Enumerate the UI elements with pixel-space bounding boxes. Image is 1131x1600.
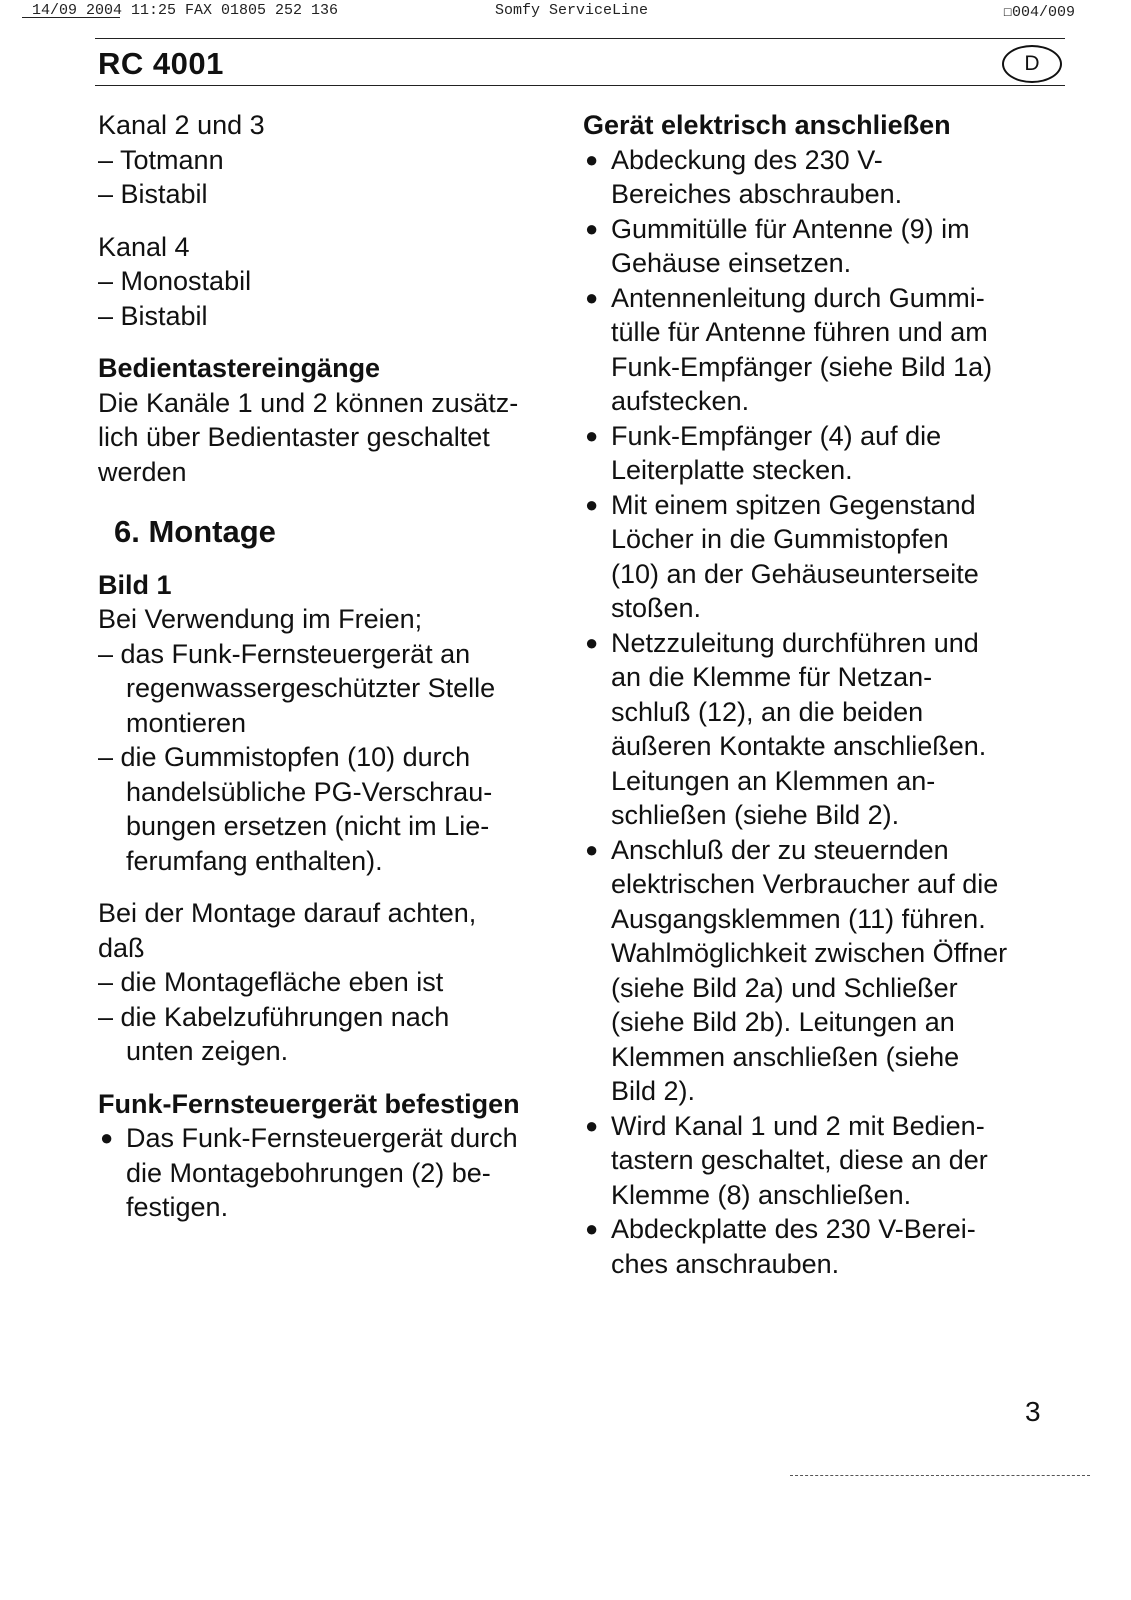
- bullet-line: Bereiches abschrauben.: [611, 179, 903, 209]
- inputs-block: [98, 351, 578, 489]
- right-column: [583, 108, 1077, 1281]
- fasten-block: [98, 1087, 578, 1225]
- list-item-continuation: handelsübliche PG-Verschrau-: [126, 776, 493, 807]
- bullet-line: Abdeckung des 230 V-: [611, 144, 883, 175]
- bullet-line: Abdeckplatte des 230 V-Berei-: [611, 1214, 976, 1244]
- list-item: – die Montagefläche eben ist: [98, 967, 444, 997]
- bullet-icon: ●: [585, 836, 599, 862]
- bullet-line: Gehäuse einsetzen.: [611, 248, 852, 278]
- bullet-line: (10) an der Gehäuseunterseite: [611, 558, 979, 589]
- bullet-line: Antennenleitung durch Gummi-: [611, 282, 985, 313]
- bullet-item: [583, 212, 1077, 281]
- channel-4-block: [98, 230, 578, 334]
- bullet-line: elektrischen Verbraucher auf die: [611, 869, 999, 899]
- bullet-item: [583, 488, 1077, 626]
- document-title: RC 4001: [98, 46, 224, 81]
- bullet-line: Leiterplatte stecken.: [611, 455, 853, 485]
- bullet-line: stoßen.: [611, 593, 702, 623]
- list-item-continuation: ferumfang enthalten).: [126, 845, 383, 876]
- header-rule-top: [95, 38, 1065, 39]
- bullet-item: [583, 1212, 1077, 1281]
- bullet-line: Ausgangsklemmen (11) führen.: [611, 903, 986, 934]
- list-item: – Bistabil: [98, 179, 208, 209]
- footer-rule: [790, 1475, 1090, 1476]
- paragraph-line: Bei der Montage darauf achten,: [98, 898, 477, 928]
- bullet-line: Bild 2).: [611, 1076, 696, 1106]
- header-rule-bottom: [95, 85, 1065, 86]
- list-item: – Totmann: [98, 144, 224, 175]
- electrical-bullet-list: [583, 143, 1077, 1282]
- bullet-line: Das Funk-Fernsteuergerät durch: [126, 1123, 518, 1153]
- bullet-line: ches anschrauben.: [611, 1248, 840, 1279]
- bullet-line: tülle für Antenne führen und am: [611, 317, 988, 347]
- bullet-icon: ●: [585, 146, 599, 172]
- list-item-continuation: bungen ersetzen (nicht im Lie-: [126, 811, 490, 841]
- paragraph-line: daß: [98, 932, 145, 963]
- bullet-icon: ●: [585, 1216, 599, 1241]
- bullet-line: Funk-Empfänger (4) auf die: [611, 420, 942, 451]
- bullet-icon: ●: [585, 422, 599, 448]
- fax-header-right: ☐004/009: [1002, 4, 1075, 21]
- bullet-line: an die Klemme für Netzan-: [611, 662, 933, 692]
- fax-header: [0, 0, 1131, 24]
- paragraph-line: lich über Bedientaster geschaltet: [98, 422, 490, 452]
- bullet-line: Wahlmöglichkeit zwischen Öffner: [611, 938, 1008, 968]
- bullet-icon: ●: [585, 491, 599, 517]
- fax-header-center: Somfy ServiceLine: [495, 2, 649, 19]
- bullet-item: [583, 833, 1077, 1109]
- bullet-line: Wird Kanal 1 und 2 mit Bedien-: [611, 1110, 985, 1141]
- bullet-icon: ●: [585, 629, 599, 655]
- bullet-line: Mit einem spitzen Gegenstand: [611, 489, 976, 520]
- electrical-heading: Gerät elektrisch anschließen: [583, 110, 951, 140]
- bullet-line: Gummitülle für Antenne (9) im: [611, 213, 970, 244]
- page-number: 3: [1025, 1396, 1041, 1427]
- bullet-line: aufstecken.: [611, 386, 750, 416]
- bullet-icon: ●: [585, 284, 599, 310]
- bild1-heading: Bild 1: [98, 569, 172, 600]
- bullet-line: schließen (siehe Bild 2).: [611, 800, 900, 830]
- bullet-item: [583, 419, 1077, 488]
- paragraph-line: Die Kanäle 1 und 2 können zusätz-: [98, 387, 519, 418]
- bullet-item: [583, 1109, 1077, 1213]
- left-column: [98, 108, 578, 1225]
- list-item: – das Funk-Fernsteuergerät an: [98, 638, 471, 669]
- bullet-line: Anschluß der zu steuernden: [611, 834, 949, 865]
- list-item: – die Gummistopfen (10) durch: [98, 742, 471, 772]
- attention-block: [98, 896, 578, 1069]
- bild1-intro: Bei Verwendung im Freien;: [98, 604, 423, 634]
- bullet-line: Netzzuleitung durchführen und: [611, 627, 979, 658]
- bullet-icon: ●: [585, 1112, 599, 1138]
- inputs-heading: Bedientastereingänge: [98, 353, 381, 383]
- channel-2-3-block: [98, 108, 578, 212]
- bullet-line: Löcher in die Gummistopfen: [611, 524, 949, 554]
- list-item-continuation: regenwassergeschützter Stelle: [126, 673, 496, 703]
- bullet-item: [583, 626, 1077, 833]
- channel-4-title: Kanal 4: [98, 231, 190, 262]
- fasten-heading: Funk-Fernsteuergerät befestigen: [98, 1088, 520, 1119]
- bullet-line: schluß (12), an die beiden: [611, 696, 924, 727]
- fax-header-left: 14/09 2004 11:25 FAX 01805 252 136: [32, 2, 339, 19]
- bild1-block: [98, 568, 578, 879]
- bullet-line: (siehe Bild 2a) und Schließer: [611, 972, 958, 1003]
- bullet-line: die Montagebohrungen (2) be-: [126, 1157, 491, 1188]
- bullet-line: (siehe Bild 2b). Leitungen an: [611, 1007, 955, 1037]
- paragraph-line: werden: [98, 456, 187, 487]
- list-item-continuation: montieren: [126, 707, 247, 738]
- section-title-montage: 6. Montage: [114, 514, 276, 549]
- bullet-icon: ●: [100, 1125, 114, 1150]
- bullet-line: Klemmen anschließen (siehe: [611, 1041, 960, 1072]
- bullet-line: Funk-Empfänger (siehe Bild 1a): [611, 351, 993, 382]
- language-badge: D: [1002, 45, 1062, 83]
- bullet-line: festigen.: [126, 1192, 229, 1222]
- bullet-item: [98, 1121, 578, 1225]
- list-item: – die Kabelzuführungen nach: [98, 1001, 450, 1032]
- bullet-line: äußeren Kontakte anschließen.: [611, 731, 987, 761]
- bullet-item: [583, 281, 1077, 419]
- list-item-continuation: unten zeigen.: [126, 1036, 289, 1066]
- bullet-line: tastern geschaltet, diese an der: [611, 1145, 988, 1175]
- list-item: – Monostabil: [98, 266, 252, 296]
- channel-2-3-title: Kanal 2 und 3: [98, 110, 265, 140]
- bullet-line: Klemme (8) anschließen.: [611, 1179, 912, 1210]
- bullet-line: Leitungen an Klemmen an-: [611, 765, 936, 796]
- list-item: – Bistabil: [98, 300, 208, 331]
- bullet-item: [583, 143, 1077, 212]
- bullet-icon: ●: [585, 215, 599, 241]
